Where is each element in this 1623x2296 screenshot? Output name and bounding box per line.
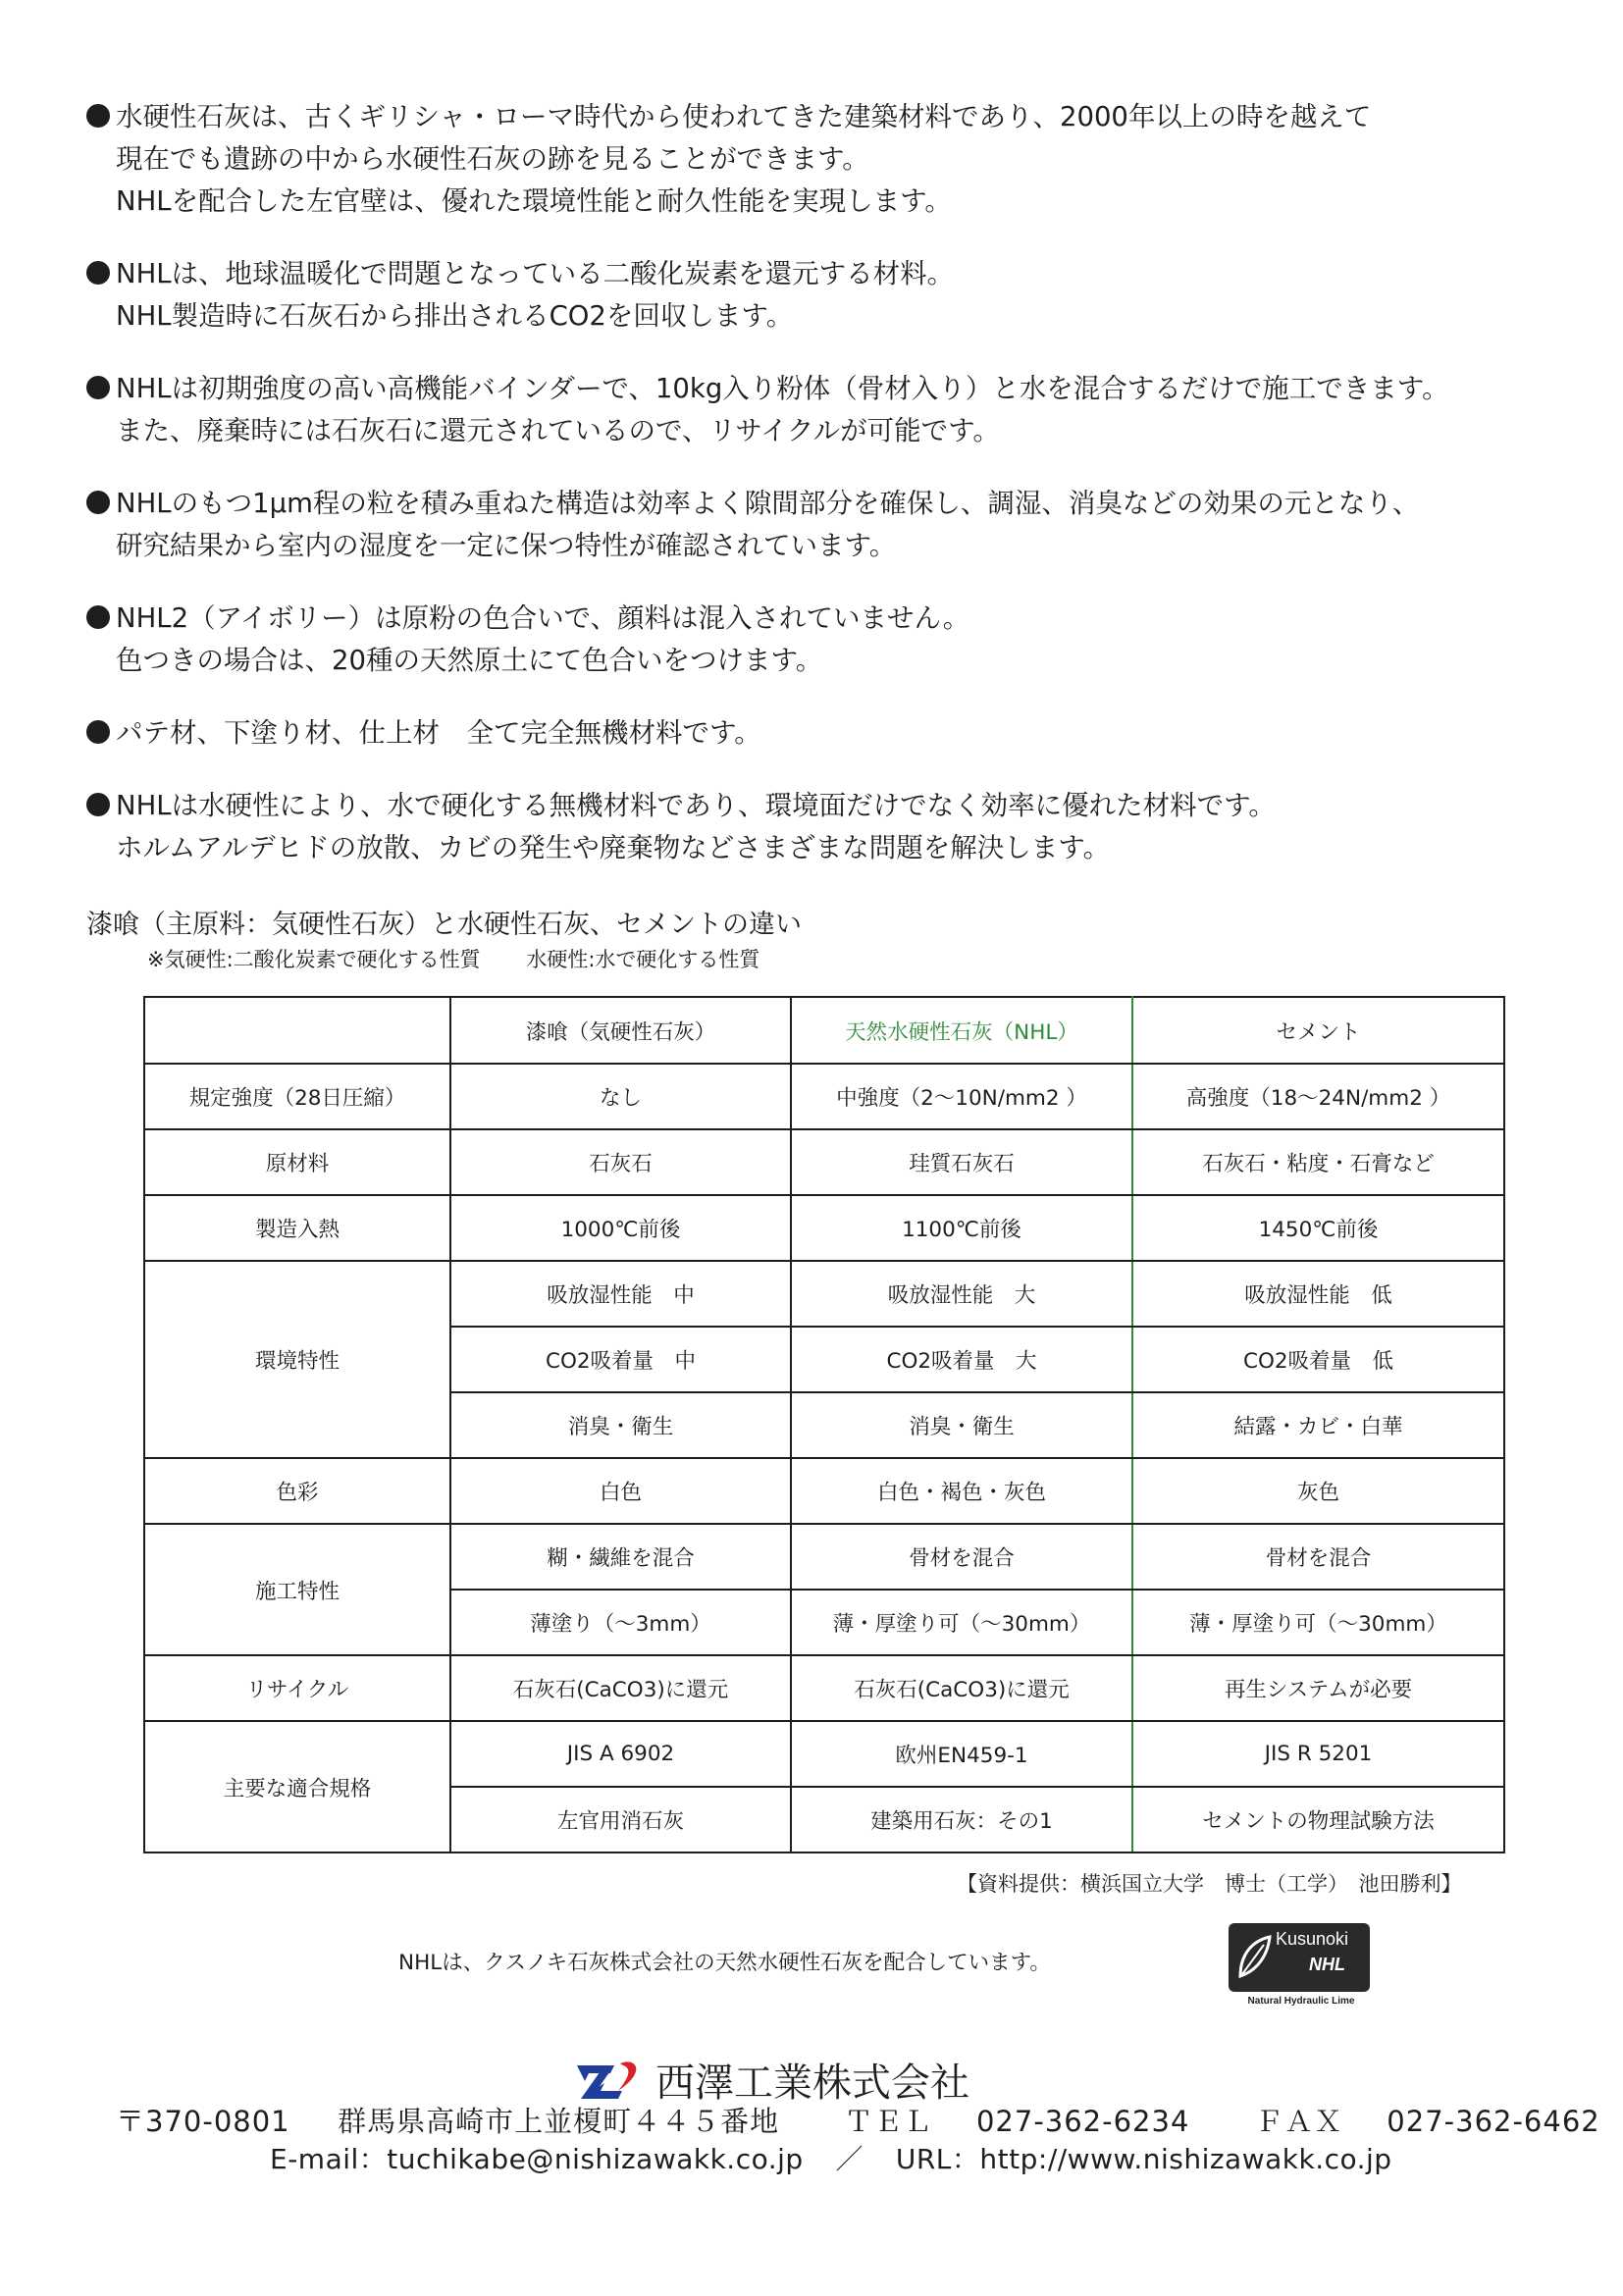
bullet-text: NHLは初期強度の高い高機能バインダーで、10kg入り粉体（骨材入り）と水を混合するだけで施工できます。 <box>116 373 1449 404</box>
table-cell: 吸放湿性能 中 <box>450 1261 791 1327</box>
bullet-text: NHLのもつ1μm程の粒を積み重ねた構造は効率よく隙間部分を確保し、調湿、消臭などの効果の元となり、 <box>116 488 1420 519</box>
table-row <box>144 1458 1504 1524</box>
web-contact-line <box>270 2140 1392 2179</box>
table-cell: 1100℃前後 <box>791 1195 1132 1261</box>
table-row <box>144 1655 1504 1721</box>
table-cell: 1000℃前後 <box>450 1195 791 1261</box>
table-cell: 骨材を混合 <box>1132 1524 1504 1590</box>
separator: ／ <box>835 2143 864 2175</box>
header-cell: 天然水硬性石灰（NHL） <box>791 997 1132 1064</box>
table-cell: 左官用消石灰 <box>450 1787 791 1852</box>
table-cell: 骨材を混合 <box>791 1524 1132 1590</box>
kusunoki-brand: Kusunoki <box>1276 1929 1349 1949</box>
leaf-icon <box>1236 1935 1274 1980</box>
table-cell: 石灰石 <box>450 1129 791 1195</box>
table-cell: 吸放湿性能 低 <box>1132 1261 1504 1327</box>
feature-bullet <box>86 483 1597 567</box>
table-cell: 高強度（18～24N/mm2 ） <box>1132 1064 1504 1129</box>
kusunoki-tagline: Natural Hydraulic Lime <box>1247 1996 1355 2007</box>
feature-bullet <box>86 785 1597 869</box>
table-row <box>144 1064 1504 1129</box>
table-cell: 欧州EN459-1 <box>791 1721 1132 1787</box>
table-cell: 薄塗り（～3mm） <box>450 1590 791 1655</box>
row-label: 原材料 <box>144 1129 450 1195</box>
header-cell <box>144 997 450 1064</box>
bullet-text: NHLを配合した左官壁は、優れた環境性能と耐久性能を実現します。 <box>116 185 952 217</box>
feature-bullet <box>86 598 1597 682</box>
table-cell: 薄・厚塗り可（～30mm） <box>1132 1590 1504 1655</box>
bullet-text: パテ材、下塗り材、仕上材 全て完全無機材料です。 <box>116 717 761 749</box>
feature-bullet <box>86 712 1597 755</box>
company-name: 西澤工業株式会社 <box>655 2061 969 2106</box>
table-cell: 石灰石(CaCO3)に還元 <box>450 1655 791 1721</box>
table-cell: 吸放湿性能 大 <box>791 1261 1132 1327</box>
bullet-dot-icon <box>86 491 110 514</box>
feature-bullet <box>86 368 1597 452</box>
table-cell: 建築用石灰：その1 <box>791 1787 1132 1852</box>
table-cell: 珪質石灰石 <box>791 1129 1132 1195</box>
feature-list <box>86 96 1597 900</box>
tel-number: 027-362-6234 <box>975 2105 1190 2138</box>
table-row <box>144 1129 1504 1195</box>
table-cell: 白色 <box>450 1458 791 1524</box>
table-cell: 中強度（2～10N/mm2 ） <box>791 1064 1132 1129</box>
table-row <box>144 1524 1504 1590</box>
table-cell: 石灰石・粘度・石膏など <box>1132 1129 1504 1195</box>
bullet-dot-icon <box>86 376 110 399</box>
table-cell: なし <box>450 1064 791 1129</box>
bullet-text: NHL製造時に石灰石から排出されるCO2を回収します。 <box>116 300 794 332</box>
kusunoki-nhl-logo <box>1229 1923 1374 2007</box>
table-note <box>147 945 759 974</box>
url-label: URL： <box>895 2143 980 2175</box>
comparison-table <box>143 996 1505 1853</box>
bullet-text: 色つきの場合は、20種の天然原土にて色合いをつけます。 <box>116 645 823 676</box>
row-label: 規定強度（28日圧縮） <box>144 1064 450 1129</box>
table-cell: CO2吸着量 低 <box>1132 1327 1504 1392</box>
row-label: リサイクル <box>144 1655 450 1721</box>
bullet-text: 水硬性石灰は、古くギリシャ・ローマ時代から使われてきた建築材料であり、2000年以上の時を越えて <box>116 101 1372 132</box>
company-logo-icon <box>571 2058 642 2107</box>
url-link[interactable]: http://www.nishizawakk.co.jp <box>979 2143 1392 2175</box>
email-link[interactable]: tuchikabe@nishizawakk.co.jp <box>387 2143 804 2175</box>
fax-label: ＦＡＸ <box>1254 2105 1343 2138</box>
table-cell: 結露・カビ・白華 <box>1132 1392 1504 1458</box>
table-cell: JIS R 5201 <box>1132 1721 1504 1787</box>
nhl-supplier-note: NHLは、クスノキ石灰株式会社の天然水硬性石灰を配合しています。 <box>398 1951 1051 1975</box>
bullet-dot-icon <box>86 605 110 629</box>
table-header-row <box>144 997 1504 1064</box>
feature-bullet <box>86 253 1597 338</box>
bullet-text: NHLは水硬性により、水で硬化する無機材料であり、環境面だけでなく効率に優れた材料です。 <box>116 790 1276 821</box>
bullet-dot-icon <box>86 793 110 816</box>
table-cell: 石灰石(CaCO3)に還元 <box>791 1655 1132 1721</box>
table-cell: 消臭・衛生 <box>791 1392 1132 1458</box>
tel-label: ＴＥＬ <box>844 2105 933 2138</box>
address: 群馬県高崎市上並榎町４４５番地 <box>338 2105 780 2138</box>
note-water-hardening: 水硬性:水で硬化する性質 <box>526 948 760 971</box>
email-label: E-mail： <box>270 2143 388 2175</box>
bullet-text: また、廃棄時には石灰石に還元されているので、リサイクルが可能です。 <box>116 415 1000 446</box>
bullet-text: 研究結果から室内の湿度を一定に保つ特性が確認されています。 <box>116 530 897 561</box>
table-cell: セメントの物理試験方法 <box>1132 1787 1504 1852</box>
header-cell: 漆喰（気硬性石灰） <box>450 997 791 1064</box>
bullet-dot-icon <box>86 104 110 128</box>
table-cell: 薄・厚塗り可（～30mm） <box>791 1590 1132 1655</box>
postal-code: 〒370-0801 <box>116 2105 290 2138</box>
table-row <box>144 1721 1504 1787</box>
kusunoki-mark: NHL <box>1309 1955 1345 1974</box>
table-cell: CO2吸着量 大 <box>791 1327 1132 1392</box>
table-cell: 灰色 <box>1132 1458 1504 1524</box>
table-cell: CO2吸着量 中 <box>450 1327 791 1392</box>
data-source: 【資料提供：横浜国立大学 博士（工学） 池田勝利】 <box>957 1872 1462 1896</box>
table-cell: JIS A 6902 <box>450 1721 791 1787</box>
bullet-text: ホルムアルデヒドの放散、カビの発生や廃棄物などさまざまな問題を解決します。 <box>116 832 1111 863</box>
bullet-text: NHLは、地球温暖化で問題となっている二酸化炭素を還元する材料。 <box>116 258 955 289</box>
bullet-text: 現在でも遺跡の中から水硬性石灰の跡を見ることができます。 <box>116 143 869 175</box>
header-cell: セメント <box>1132 997 1504 1064</box>
row-label: 施工特性 <box>144 1524 450 1655</box>
feature-bullet <box>86 96 1597 223</box>
bullet-dot-icon <box>86 261 110 285</box>
row-label: 製造入熱 <box>144 1195 450 1261</box>
table-row <box>144 1195 1504 1261</box>
fax-number: 027-362-6462 <box>1387 2105 1600 2138</box>
row-label: 色彩 <box>144 1458 450 1524</box>
row-label: 環境特性 <box>144 1261 450 1458</box>
bullet-text: NHL2（アイボリー）は原粉の色合いで、顔料は混入されていません。 <box>116 602 970 634</box>
table-cell: 消臭・衛生 <box>450 1392 791 1458</box>
row-label: 主要な適合規格 <box>144 1721 450 1852</box>
table-cell: 白色・褐色・灰色 <box>791 1458 1132 1524</box>
table-cell: 再生システムが必要 <box>1132 1655 1504 1721</box>
table-cell: 1450℃前後 <box>1132 1195 1504 1261</box>
table-title: 漆喰（主原料：気硬性石灰）と水硬性石灰、セメントの違い <box>86 910 802 940</box>
note-air-hardening: ※気硬性:二酸化炭素で硬化する性質 <box>147 948 481 971</box>
bullet-dot-icon <box>86 720 110 744</box>
table-cell: 糊・繊維を混合 <box>450 1524 791 1590</box>
table-row <box>144 1261 1504 1327</box>
contact-line <box>116 2101 1600 2142</box>
